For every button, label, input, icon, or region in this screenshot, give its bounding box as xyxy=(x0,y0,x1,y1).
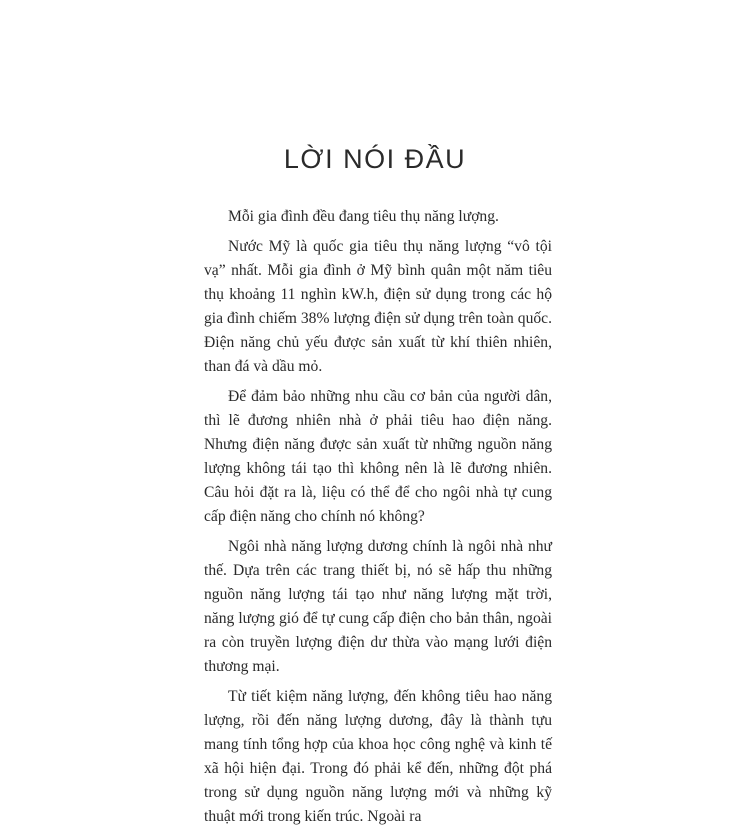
body-text xyxy=(204,205,552,835)
paragraph: Nước Mỹ là quốc gia tiêu thụ năng lượng “vô tội vạ” nhất. Mỗi gia đình ở Mỹ bình quân một năm tiêu thụ khoảng 11 nghìn kW.h, điện sử dụng trong các hộ gia đình chiếm 38% lượng điện sử dụng trên toàn quốc. Điện năng chủ yếu được sản xuất từ khí thiên nhiên, than đá và dầu mỏ. xyxy=(204,238,552,375)
paragraph: Từ tiết kiệm năng lượng, đến không tiêu hao năng lượng, rồi đến năng lượng dương, đây là thành tựu mang tính tổng hợp của khoa học công nghệ và kinh tế xã hội hiện đại. Trong đó phải kể đến, những đột phá trong sử dụng nguồn năng lượng mới và những kỹ thuật mới trong kiến trúc. Ngoài ra xyxy=(204,688,552,825)
paragraph: Để đảm bảo những nhu cầu cơ bản của người dân, thì lẽ đương nhiên nhà ở phải tiêu hao điện năng. Nhưng điện năng được sản xuất từ những nguồn năng lượng không tái tạo thì không nên là lẽ đương nhiên. Câu hỏi đặt ra là, liệu có thể để cho ngôi nhà tự cung cấp điện năng cho chính nó không? xyxy=(204,388,552,525)
paragraph: Ngôi nhà năng lượng dương chính là ngôi nhà như thế. Dựa trên các trang thiết bị, nó sẽ hấp thu những nguồn năng lượng tái tạo như năng lượng mặt trời, năng lượng gió để tự cung cấp điện cho bản thân, ngoài ra còn truyền lượng điện dư thừa vào mạng lưới điện thương mại. xyxy=(204,538,552,675)
paragraph: Mỗi gia đình đều đang tiêu thụ năng lượng. xyxy=(228,208,499,225)
chapter-title: LỜI NÓI ĐẦU xyxy=(283,144,467,174)
